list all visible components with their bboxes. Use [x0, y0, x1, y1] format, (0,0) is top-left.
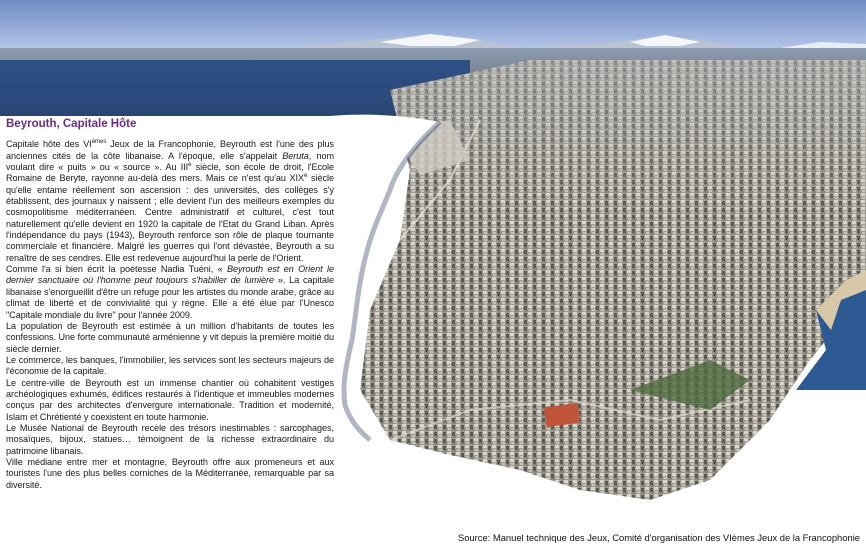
text-run: Capitale hôte des VI — [6, 139, 92, 150]
article-title: Beyrouth, Capitale Hôte — [6, 118, 137, 130]
text-run: Comme l'a si bien écrit la poétesse Nadia Tuéni, « — [6, 264, 227, 275]
text-run: siècle qu'elle entame réellement son ascension : des universités, des collèges s'y établissent, des journaux y naissent ; elle devient l'un des meilleurs exemples du cosmopolitisme méditerranéen. Centre administratif et culturel, c'est tout naturellement qu'elle devient en 1920 la capitale de l'Etat du Grand Liban. Après l'indépendance du pays (1943), Beyrouth renforce son rôle de plaque tournante commerciale et financière. Malgré les guerres qui l'ont dévastée, Beyrouth a su renaître de ses cendres. Elle est redevenue aujourd'hui la perle de l'Orient. — [6, 173, 334, 263]
article-paragraph — [6, 457, 334, 491]
superscript: e — [188, 162, 192, 168]
superscript: e — [304, 173, 308, 180]
text-run: Le commerce, les banques, l'immobilier, les services sont les secteurs majeurs de l'économie de la capitale. — [6, 354, 334, 377]
article-paragraph — [6, 355, 334, 378]
text-run: ». La capitale libanaise s'enorgueillit d'être un refuge pour les artistes du monde arabe, grâce au climat de liberté et de convivialité qui y règne. Elle a été élue par l'Unesco "Capitale mondiale du livre" pour l'année 2009. — [6, 275, 334, 320]
text-run: La population de Beyrouth est estimée à un million d'habitants de toutes les confessions. Une forte communauté arménienne y vit depuis la première moitié du siècle dernier. — [6, 320, 334, 354]
text-run: , nom voulant dire « puits » ou « source ». Au III — [6, 150, 334, 173]
article — [6, 119, 334, 491]
article-paragraph — [6, 321, 334, 355]
article-paragraph — [6, 378, 334, 423]
article-paragraph — [6, 264, 334, 321]
italic-text: Beruta — [282, 150, 309, 161]
text-run: Ville médiane entre mer et montagne, Beyrouth offre aux promeneurs et aux touristes l'une des plus belles corniches de la Méditerranée, remarquable par sa diversité. — [6, 456, 334, 490]
text-run: siècle, son école de droit, l'Ecole Romaine de Beryte, rayonne au-delà des mers. Mais ce n'est qu'au XIX — [6, 162, 334, 184]
superscript: èmes — [91, 139, 107, 146]
text-run: Jeux de la Francophonie, Beyrouth est l'une des plus anciennes cités de la côte libanaise. A l'époque, elle s'appelait — [6, 139, 334, 161]
article-body — [6, 139, 334, 491]
article-paragraph — [6, 423, 334, 457]
article-paragraph — [6, 139, 334, 264]
text-run: Le centre-ville de Beyrouth est un immense chantier où cohabitent vestiges archéologiques exhumés, édifices restaurés à l'identique et immeubles modernes conçus par des architectes d'envergure internationale. Tradition et modernité, Islam et Chrétienté y coexistent en toute harmonie. — [6, 377, 334, 422]
source-note: Source: Manuel technique des Jeux, Comité d'organisation des VIèmes Jeux de la Francophonie — [457, 532, 860, 543]
text-run: Le Musée National de Beyrouth recèle des trésors inestimables : sarcophages, mosaïques, bijoux, statues… témoignent de la richesse extraordinaire du patrimoine libanais. — [6, 422, 334, 456]
italic-text: Beyrouth est en Orient le dernier sanctuaire où l'homme peut toujours s'habiller de lumière — [6, 264, 334, 286]
